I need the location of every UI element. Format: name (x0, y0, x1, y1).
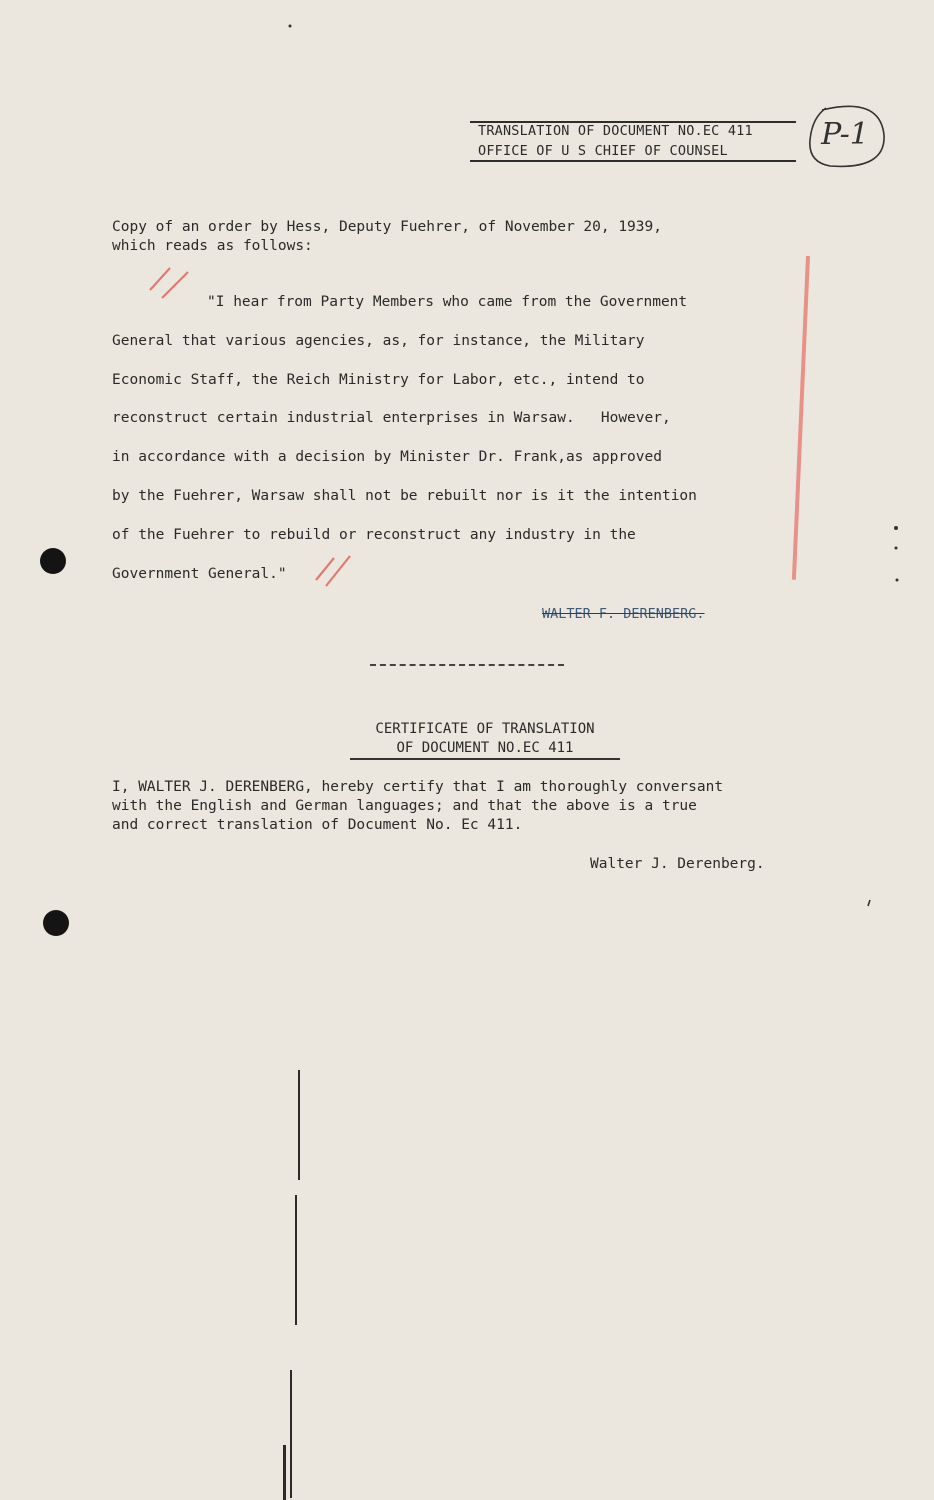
certificate-body-line: with the English and German languages; and that the above is a true (112, 798, 697, 814)
punch-hole (43, 910, 69, 936)
quote-line: of the Fuehrer to rebuild or reconstruct any industry in the (112, 526, 636, 543)
certificate-title-underline (350, 758, 620, 760)
header-office-line: OFFICE OF U S CHIEF OF COUNSEL (478, 143, 728, 159)
quote-line: "I hear from Party Members who came from the Government (207, 294, 688, 310)
page-number-note: P-1 (821, 116, 869, 152)
certificate-body-line: I, WALTER J. DERENBERG, hereby certify that I am thoroughly conversant (112, 779, 724, 795)
speck (896, 579, 899, 582)
quote-line: by the Fuehrer, Warsaw shall not be rebuilt nor is it the intention (112, 487, 697, 504)
certificate-title-line: OF DOCUMENT NO.EC 411 (396, 740, 574, 756)
binding-line (283, 1445, 286, 1500)
header-translation-line: TRANSLATION OF DOCUMENT NO.EC 411 (478, 123, 753, 139)
certificate-body-line: and correct translation of Document No. Ec 411. (112, 817, 523, 833)
quote-line: Economic Staff, the Reich Ministry for Labor, etc., intend to (112, 371, 645, 388)
speck (289, 25, 292, 28)
certificate-body (112, 778, 812, 835)
quote-line: in accordance with a decision by Minister Dr. Frank,as approved (112, 449, 662, 466)
punch-hole (40, 548, 66, 574)
quote-line: Government General." (112, 565, 287, 582)
struck-out-name: WALTER F. DERENBERG. (542, 606, 705, 622)
speck (895, 547, 898, 550)
dashed-separator (370, 664, 564, 666)
quoted-order (112, 294, 772, 604)
quote-line: General that various agencies, as, for instance, the Military (112, 332, 645, 349)
speck (868, 900, 870, 906)
intro-line: which reads as follows: (112, 238, 313, 254)
translator-signature: Walter J. Derenberg. (590, 856, 765, 872)
speck (894, 526, 898, 530)
binding-line (298, 1070, 300, 1180)
quote-line: reconstruct certain industrial enterprises in Warsaw. However, (112, 410, 671, 427)
intro-paragraph (112, 218, 752, 256)
intro-line: Copy of an order by Hess, Deputy Fuehrer, of November 20, 1939, (112, 219, 662, 235)
binding-line (295, 1195, 297, 1325)
certificate-title (340, 720, 630, 758)
binding-line (290, 1370, 292, 1498)
certificate-title-line: CERTIFICATE OF TRANSLATION (375, 721, 595, 737)
